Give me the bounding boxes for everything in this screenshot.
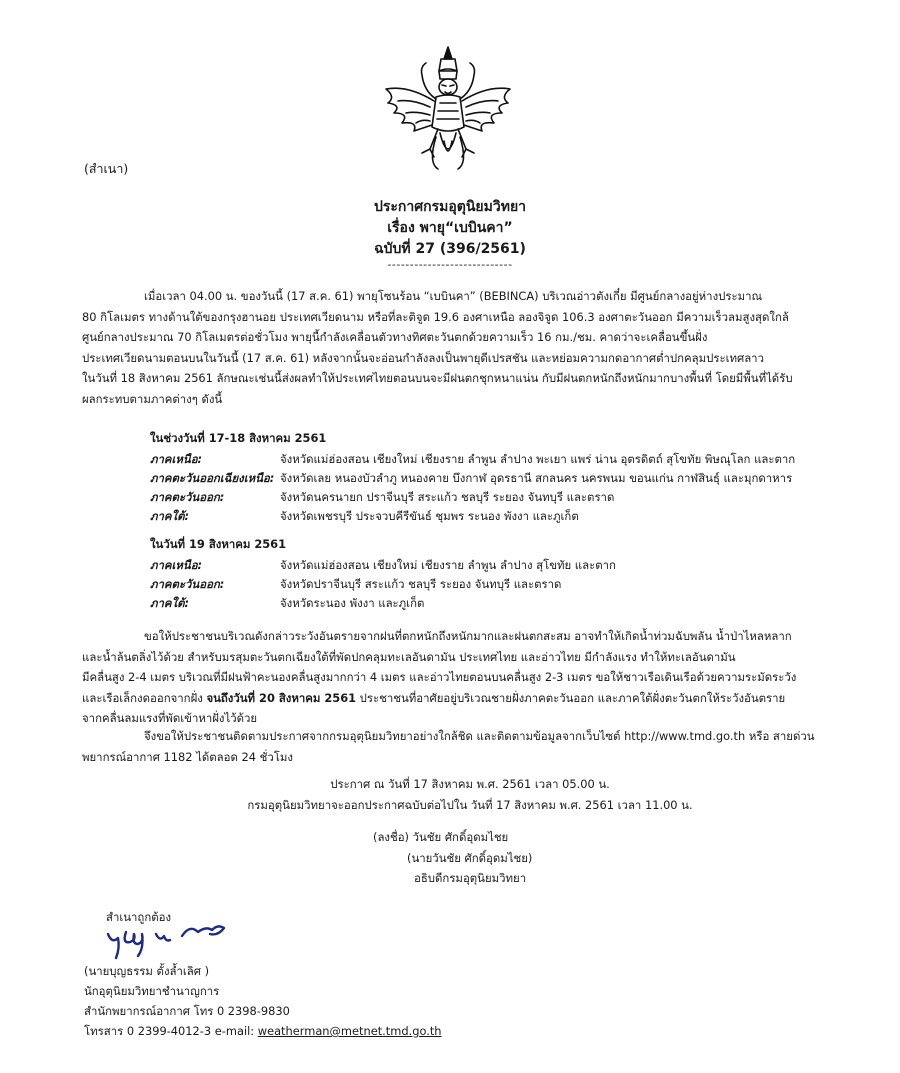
period1-row-east xyxy=(150,488,830,507)
region-provinces: จังหวัดแม่ฮ่องสอน เชียงใหม่ เชียงราย ลำพูน ลำปาง สุโขทัย และตาก xyxy=(280,558,616,572)
situation-paragraph xyxy=(82,286,817,410)
period1-row-north xyxy=(150,450,830,469)
garuda-emblem-icon xyxy=(378,45,518,175)
warning-line: มีคลื่นสูง 2-4 เมตร บริเวณที่มีฝนฟ้าคะนองคลื่นสูงมากกว่า 4 เมตร และอ่าวไทยตอนบนคลื่นสูง 2-3 เมตร ขอให้ชาวเรือเดินเรือด้วยความระมัดระวัง xyxy=(82,670,797,685)
region-provinces: จังหวัดเพชรบุรี ประจวบคีรีขันธ์ ชุมพร ระนอง พังงา และภูเก็ต xyxy=(280,509,579,523)
period2-heading: ในวันที่ 19 สิงหาคม 2561 xyxy=(150,537,287,551)
warning-line: จากคลื่นลมแรงที่พัดเข้าหาฝั่งไว้ด้วย xyxy=(82,711,258,726)
body-line: 80 กิโลเมตร ทางด้านใต้ของกรุงฮานอย ประเทศเวียดนาม หรือที่ละติจูด 19.6 องศาเหนือ ลองจิจูด 106.3 องศาตะวันออก มีความเร็วลมสูงสุดใกล้ xyxy=(82,309,789,324)
copy-mark: (สำเนา) xyxy=(84,161,129,176)
announcement-issue: ฉบับที่ 27 (396/2561) xyxy=(374,241,526,257)
region-label: ภาคเหนือ: xyxy=(150,452,203,466)
region-provinces: จังหวัดปราจีนบุรี สระแก้ว ชลบุรี ระยอง จันทบุรี และตราด xyxy=(280,577,562,591)
warning-line xyxy=(82,688,817,709)
region-provinces: จังหวัดนครนายก ปราจีนบุรี สระแก้ว ชลบุรี ระยอง จันทบุรี และตราด xyxy=(280,490,615,504)
body-line: ประเทศเวียดนามตอนบนในวันนี้ (17 ส.ค. 61) หลังจากนั้นจะอ่อนกำลังลงเป็นพายุดีเปรสชัน และหย่อมความกดอากาศต่ำปกคลุมประเทศลาว xyxy=(82,350,764,365)
body-line: ในวันที่ 18 สิงหาคม 2561 ลักษณะเช่นนี้ส่งผลทำให้ประเทศไทยตอนบนจะมีฝนตกชุกหนาแน่น กับมีฝนตกหนักถึงหนักมากบางพื้นที่ โดยมีพื้นที่ได้รับ xyxy=(82,371,793,386)
period2-row-north xyxy=(150,556,830,575)
body-line: ศูนย์กลางประมาณ 70 กิโลเมตรต่อชั่วโมง พายุนี้กำลังเคลื่อนตัวทางทิศตะวันตกด้วยความเร็ว 16 กม./ชม. คาดว่าจะเคลื่อนขึ้นฝั่ง xyxy=(82,330,708,345)
region-label: ภาคตะวันออกเฉียงเหนือ: xyxy=(150,471,275,485)
email-link[interactable]: weatherman@metnet.tmd.go.th xyxy=(257,1024,442,1038)
region-provinces: จังหวัดเลย หนองบัวลำภู หนองคาย บึงกาฬ อุดรธานี สกลนคร นครพนม ขอนแก่น กาฬสินธุ์ และมุกดาหาร xyxy=(280,471,793,485)
period2-row-east xyxy=(150,575,830,594)
fax-text: โทรสาร 0 2399-4012-3 e-mail: xyxy=(84,1024,258,1038)
handwritten-signature-icon xyxy=(100,914,230,962)
follow-line: พยากรณ์อากาศ 1182 ได้ตลอด 24 ชั่วโมง xyxy=(82,749,293,764)
warning-date-bold: จนถึงวันที่ 20 สิงหาคม 2561 xyxy=(206,690,357,705)
region-label: ภาคเหนือ: xyxy=(150,558,203,572)
warning-text: ประชาชนที่อาศัยอยู่บริเวณชายฝั่งภาคตะวันออก และภาคใต้ฝั่งตะวันตกให้ระวังอันตราย xyxy=(356,690,786,705)
warning-line: ขอให้ประชาชนบริเวณดังกล่าวระวังอันตรายจากฝนที่ตกหนักถึงหนักมากและฝนตกสะสม อาจทำให้เกิดน้ำท่วมฉับพลัน น้ำป่าไหลหลาก xyxy=(144,629,792,643)
warning-line: และน้ำล้นตลิ่งไว้ด้วย สำหรับมรสุมตะวันตกเฉียงใต้ที่พัดปกคลุมทะเลอันดามัน ประเทศไทย และอ่าวไทย มีกำลังแรง ทำให้ทะเลอันดามัน xyxy=(82,649,736,664)
period2-row-south xyxy=(150,594,830,613)
region-provinces: จังหวัดระนอง พังงา และภูเก็ต xyxy=(280,596,425,610)
certifier-position: นักอุตุนิยมวิทยาชำนาญการ xyxy=(84,984,220,998)
announce-date: ประกาศ ณ วันที่ 17 สิงหาคม พ.ศ. 2561 เวลา 05.00 น. xyxy=(330,777,610,791)
certify-label: สำเนาถูกต้อง xyxy=(106,910,172,924)
period1-row-south xyxy=(150,507,830,526)
region-label: ภาคตะวันออก: xyxy=(150,490,225,504)
announcement-title: ประกาศกรมอุตุนิยมวิทยา xyxy=(373,199,527,215)
fax-email-line xyxy=(84,1022,442,1041)
warning-text: และเรือเล็กงดออกจากฝั่ง xyxy=(82,690,207,705)
period1-heading: ในช่วงวันที่ 17-18 สิงหาคม 2561 xyxy=(150,431,327,445)
region-label: ภาคใต้: xyxy=(150,509,190,523)
period1-row-northeast xyxy=(150,469,830,488)
next-announce: กรมอุตุนิยมวิทยาจะออกประกาศฉบับต่อไปใน วันที่ 17 สิงหาคม พ.ศ. 2561 เวลา 11.00 น. xyxy=(247,798,693,812)
signer-name: (นายวันชัย ศักดิ์อุดมไชย) xyxy=(407,851,533,865)
body-line: ผลกระทบตามภาคต่างๆ ดังนี้ xyxy=(82,391,223,406)
follow-line: จึงขอให้ประชาชนติดตามประกาศจากกรมอุตุนิยมวิทยาอย่างใกล้ชิด และติดตามข้อมูลจากเว็บไซต์ http://www.tmd.go.th หรือ สายด่วน xyxy=(144,729,815,743)
office-phone: สำนักพยากรณ์อากาศ โทร 0 2398-9830 xyxy=(84,1004,290,1018)
region-label: ภาคตะวันออก: xyxy=(150,577,225,591)
region-provinces: จังหวัดแม่ฮ่องสอน เชียงใหม่ เชียงราย ลำพูน ลำปาง พะเยา แพร่ น่าน อุตรดิตถ์ สุโขทัย พิษณุโลก และตาก xyxy=(280,452,796,466)
region-label: ภาคใต้: xyxy=(150,596,190,610)
certifier-name: (นายบุญธรรม ตั้งล้ำเลิศ ) xyxy=(84,964,210,978)
announcement-subject: เรื่อง พายุ“เบบินคา” xyxy=(387,220,513,236)
signed-line: (ลงชื่อ) วันชัย ศักดิ์อุดมไชย xyxy=(373,830,509,844)
body-line: เมื่อเวลา 04.00 น. ของวันนี้ (17 ส.ค. 61) พายุโซนร้อน “เบบินคา” (BEBINCA) บริเวณอ่าวตังเกี๋ย มีศูนย์กลางอยู่ห่างประมาณ xyxy=(144,289,763,303)
warning-paragraph xyxy=(82,626,817,729)
follow-paragraph xyxy=(82,726,817,767)
signer-position: อธิบดีกรมอุตุนิยมวิทยา xyxy=(414,871,527,885)
title-divider: ---------------------------- xyxy=(387,258,513,271)
